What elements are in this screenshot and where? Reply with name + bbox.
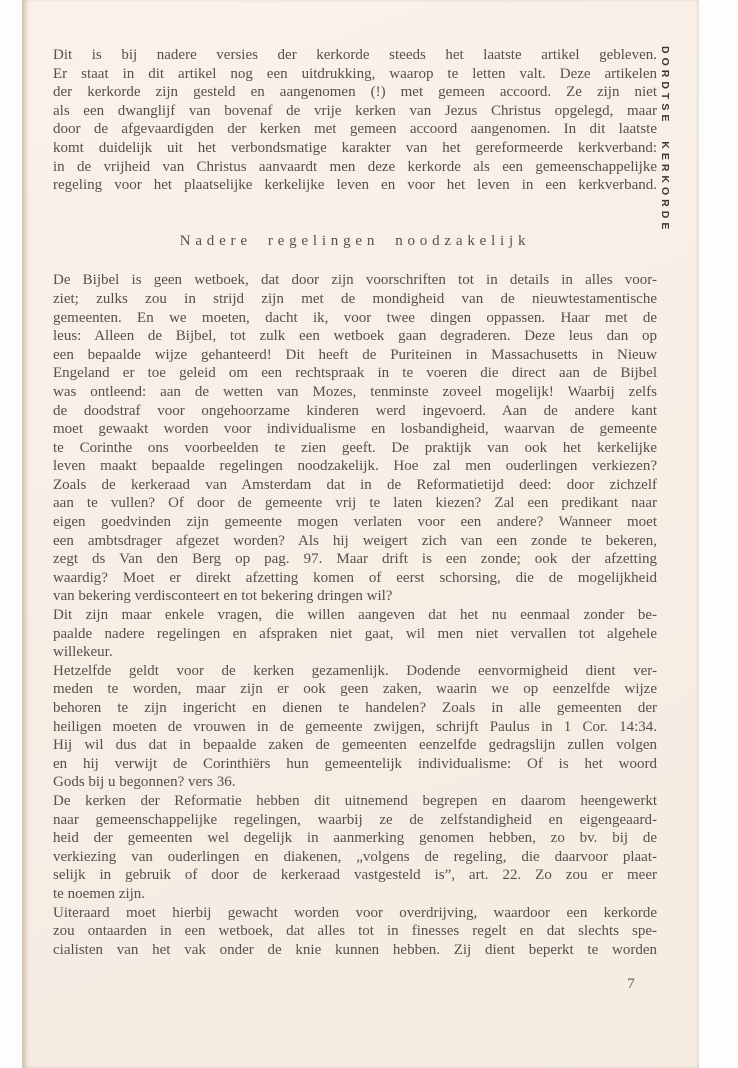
paragraph [53,792,657,904]
text-line: heid der gemeenten wel degelijk in aanmerking genomen hebben, zo bv. bij de [53,830,657,847]
text-line: willekeur. [53,644,113,661]
text-line: heiligen moeten de vrouwen in de gemeente zwijgen, schrijft Paulus in 1 Cor. 14:34. [53,718,657,735]
text-line: zegt ds Van den Berg op pag. 97. Maar drift is een zonde; ook der afzetting [53,551,657,568]
text-line: regeling voor het plaatselijke kerkelijke leven en voor het leven in een kerkverband. [53,177,657,194]
text-line: der kerkorde zijn gesteld en aangenomen (!) met gemeen accoord. Ze zijn niet [53,84,657,101]
text-line: komt duidelijk uit het verbondsmatige karakter van het gereformeerde kerkverband: [53,139,657,156]
text-line: Zoals de kerkeraad van Amsterdam dat in de Reformatietijd deed: door zichzelf [53,476,657,493]
book-page [22,0,699,1068]
text-line: Hij wil dus dat in bepaalde zaken de gemeenten eenzelfde gedragslijn zullen volgen [53,737,657,754]
text-line: een ambtsdrager afgezet worden? Als hij weigert zich van een zonde te bekeren, [53,532,657,549]
text-line: van bekering verdisconteert en tot bekering dringen wil? [53,588,393,605]
text-line: waardig? Moet er direkt afzetting komen of eerst schorsing, die de mogelijkheid [53,569,657,586]
text-line: te noemen zijn. [53,885,146,902]
text-line: als een dwanglijf van bovenaf de vrije kerken van Jezus Christus opgelegd, maar [53,102,657,119]
section-heading: Nadere regelingen noodzakelijk [179,232,531,249]
text-line: eigen goedvinden zijn gemeente mogen verlaten voor een andere? Wanneer moet [53,514,657,531]
page-margin-title: DORDTSE KERKORDE [659,46,671,234]
text-line: Dit zijn maar enkele vragen, die willen aangeven dat het nu eenmaal zonder be- [53,607,657,624]
paragraph [53,662,657,792]
text-line: paalde nadere regelingen en afspraken niet gaat, wil men niet vervallen tot algehele [53,625,657,642]
text-line: De Bijbel is geen wetboek, dat door zijn voorschriften tot in details in alles voor- [53,272,657,289]
text-line: behoren te zijn ingericht en dienen te handelen? Zoals in alle gemeenten der [53,700,657,716]
text-line: ziet; zulks zou in strijd zijn met de mondigheid van de nieuwtestamentische [53,290,657,307]
body-text [53,46,657,959]
paragraph [53,46,657,195]
text-line: Uiteraard moet hierbij gewacht worden voor overdrijving, waardoor een kerkorde [53,904,657,921]
text-line: in de vrijheid van Christus aanvaardt men deze kerkorde als een gemeenschappelijke [53,158,657,175]
text-line: te Corinthe ons voorbeelden te zien geeft. De praktijk van ook het kerkelijke [53,439,657,456]
text-line: verkiezing van ouderlingen en diakenen, „volgens de regeling, die daarvoor plaat- [53,848,657,865]
paragraph [53,271,657,606]
text-line: zou ontaarden in een wetboek, dat alles tot in finesses regelt en dat slechts spe- [53,923,657,940]
text-line: Gods bij u begonnen? vers 36. [53,774,236,791]
text-line: leus: Alleen de Bijbel, tot zulk een wetboek gaan degraderen. Deze leus dan op [53,328,657,345]
text-line: Dit is bij nadere versies der kerkorde steeds het laatste artikel gebleven. [53,47,657,63]
text-line: was ontleend: aan de wetten van Mozes, tenminste zoveel mogelijk! Waarbij zelfs [53,383,657,400]
text-line: aan te vullen? Of door de gemeente vrij te laten kiezen? Zal een predikant naar [53,495,657,512]
text-line: Hetzelfde geldt voor de kerken gezamenlijk. Dodende eenvormigheid dient ver- [53,662,657,679]
paragraph [53,606,657,662]
text-line: door de afgevaardigden der kerken met gemeen accoord aangenomen. In dit laatste [53,121,657,138]
paragraph [53,904,657,960]
text-line: moet gewaakt worden voor individualisme en losbandigheid, waarvan de gemeente [53,421,657,438]
text-line: cialisten van het vak onder de knie kunnen hebben. Zij dient beperkt te worden [53,941,657,958]
text-line: De kerken der Reformatie hebben dit uitnemend begrepen en daarom heengewerkt [53,792,657,809]
text-line: Er staat in dit artikel nog een uitdrukking, waarop te letten valt. Deze artikelen [53,65,657,82]
text-line: naar gemeenschappelijke regelingen, waarbij ze de zelfstandigheid en eigengeaard- [53,811,657,828]
page-number: 7 [627,976,635,992]
text-line: meden te worden, maar zijn er ook geen zaken, waarin we op eenzelfde wijze [53,681,657,698]
text-line: de doodstraf voor ongehoorzame kinderen werd ingevoerd. Aan de andere kant [53,402,657,419]
text-line: en hij verwijt de Corinthiërs hun gemeentelijk individualisme: Of is het woord [53,755,657,772]
text-line: Engeland er toe geleid om een rechtspraak in te voeren die direct aan de Bijbel [53,365,657,382]
text-line: gemeenten. En we moeten, dacht ik, voor twee dingen oppassen. Haar met de [53,309,657,326]
text-line: leven maakt bepaalde regelingen noodzakelijk. Hoe zal men ouderlingen verkiezen? [53,458,657,475]
text-line: een bepaalde wijze gehanteerd! Dit heeft de Puriteinen in Massachusetts in Nieuw [53,346,657,363]
text-line: selijk in gebruik of door de kerkeraad vastgesteld is”, art. 22. Zo zou er meer [53,867,657,884]
